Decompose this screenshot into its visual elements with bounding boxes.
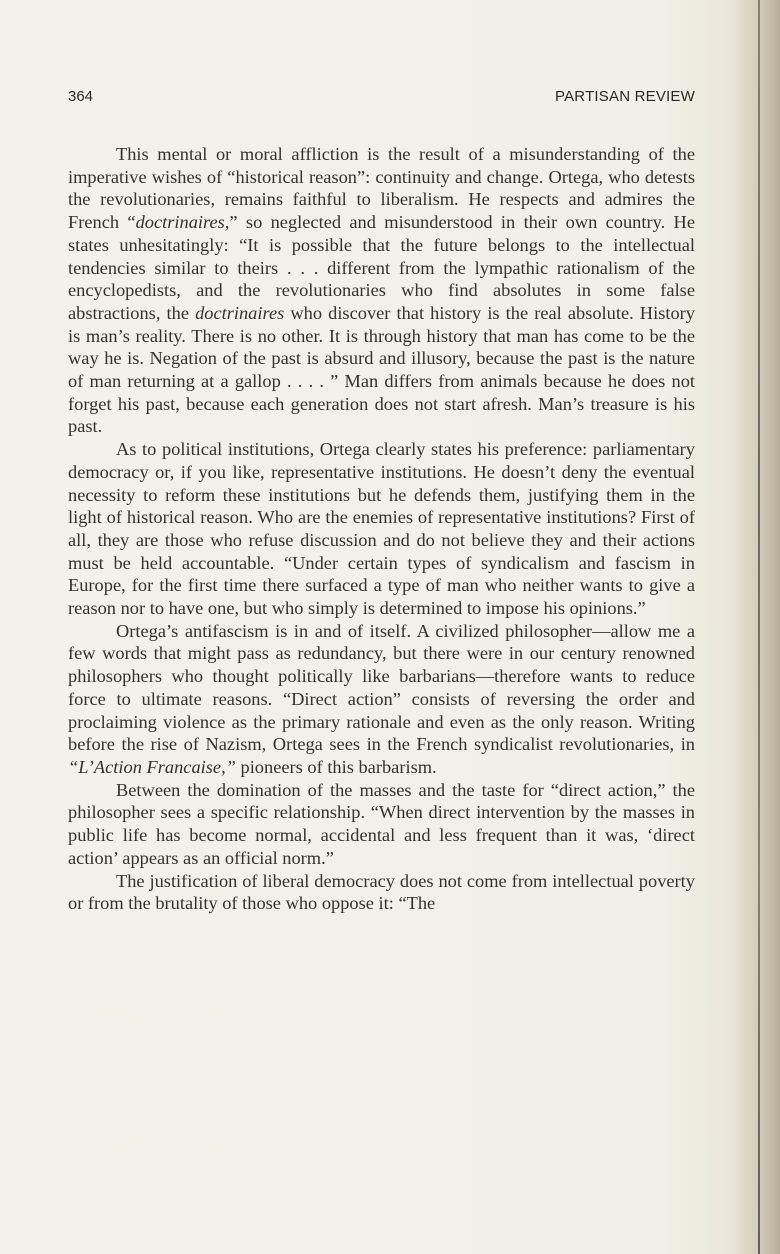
- text-segment: As to political institutions, Ortega clearly states his preference: parliamentary democracy or, if you like, representative institutions. He doesn’t deny the eventual necessity to reform these institutions but he defends them, justifying them in the light of historical reason. Who are the enemies of representative institutions? First of all, they are those who refuse discussion and do not believe they and their actions must be held accountable. “Under certain types of syndicalism and fascism in Europe, for the first time there surfaced a type of man who neither wants to give a reason nor to have one, but who simply is determined to impose his opinions.”: [68, 439, 695, 619]
- text-segment: This mental or moral affliction is the result of a misunderstanding of the imperative wishes of “historical reason”: continuity and change. Ortega, who detests the revolutionaries, remains faithful to liberalism. He respects and admires the French “: [68, 144, 695, 233]
- text-segment: pioneers of this barbarism.: [235, 756, 437, 777]
- running-head: PARTISAN REVIEW: [555, 88, 695, 105]
- italic-term: doctrinaires,: [135, 212, 230, 233]
- page-number: 364: [68, 88, 94, 105]
- body-text: [68, 143, 695, 915]
- paragraph: [68, 143, 695, 438]
- text-segment: Ortega’s antifascism is in and of itself. A civilized philosopher—allow me a few words that might pass as redundancy, but there were in our century renowned philosophers who thought politically like barbarians—therefore wants to reduce force to ultimate reasons. “Direct action” consists of reversing the order and proclaiming violence as the primary rationale and even as the only reason. Writing before the rise of Nazism, Ortega sees in the French syndicalist revolutionaries, in: [68, 620, 695, 755]
- text-segment: who discover that history is the real absolute. History is man’s reality. There is no other. It is through history that man has come to be the way he is. Negation of the past is absurd and illusory, because the past is the nature of man returning at a gallop . . . . ” Man differs from animals because he does not forget his past, because each generation does not start afresh. Man’s treasure is his past.: [68, 302, 695, 437]
- text-segment: ” so neglected and misunderstood in their own country. He states unhesitatingly: “It is possible that the future belongs to the intellectual tendencies similar to theirs . . . different from the lympathic rationalism of the encyclopedists, and the revolutionaries who find absolutes in some false abstractions, the: [68, 212, 695, 323]
- text-segment: Between the domination of the masses and the taste for “direct action,” the philosopher sees a specific relationship. “When direct intervention by the masses in public life has become normal, accidental and less frequent than it was, ‘direct action’ appears as an official norm.”: [68, 779, 695, 868]
- page-header: [68, 88, 695, 110]
- page-edge-shadow: [734, 0, 780, 1254]
- text-segment: The justification of liberal democracy does not come from intellectual poverty or from the brutality of those who oppose it: “The: [68, 870, 695, 914]
- italic-term: doctrinaires: [195, 302, 285, 323]
- italic-term: “L’Action Francaise,”: [68, 756, 236, 777]
- paragraph: [68, 870, 695, 915]
- paragraph: [68, 438, 695, 620]
- paragraph: [68, 620, 695, 779]
- paragraph: [68, 779, 695, 870]
- page-edge-line: [758, 0, 760, 1254]
